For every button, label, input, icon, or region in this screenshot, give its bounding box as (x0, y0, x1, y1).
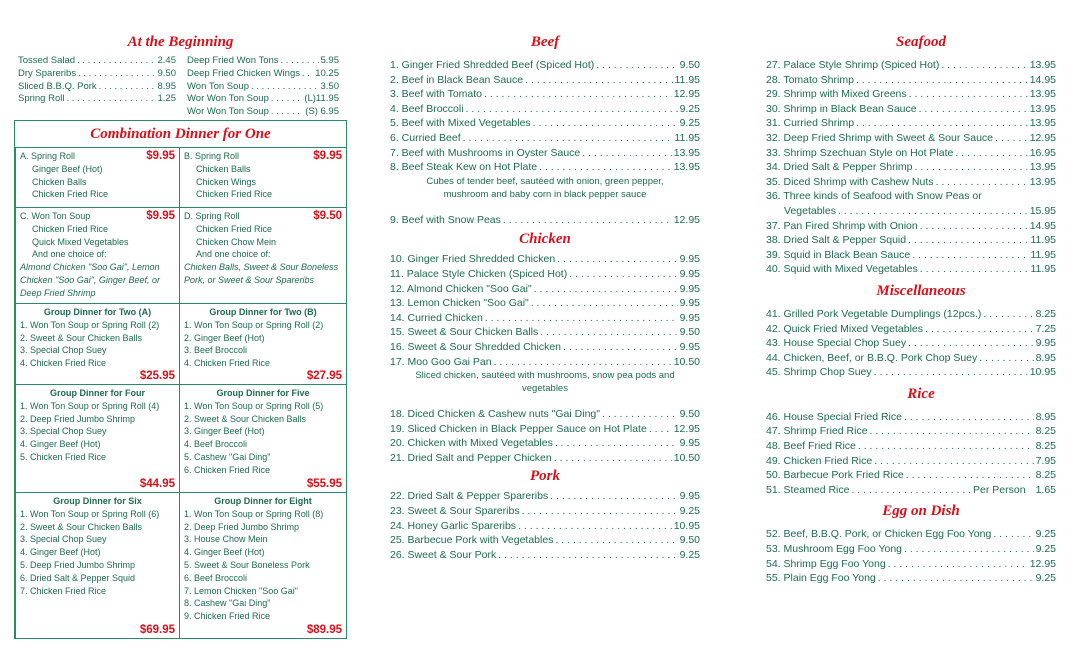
list-item: 6. Curried Beef . . . 11.95 (390, 131, 700, 146)
list-item: 11. Palace Style Chicken (Spiced Hot) . . . 9.95 (390, 267, 700, 282)
group-two-b (179, 303, 347, 385)
list-item: 5. Cashew "Gai Ding" (184, 451, 271, 462)
list-item: Quick Mixed Vegetables (32, 236, 129, 247)
combo-c (15, 207, 180, 304)
list-item: 2. Sweet & Sour Chicken Balls (184, 413, 307, 424)
group-eight (179, 492, 347, 639)
list-item: 2. Ginger Beef (Hot) (184, 332, 265, 343)
list-item: Chicken Wings (196, 176, 257, 187)
list-item: Chicken Fried Rice (196, 223, 273, 234)
list-item: 54. Shrimp Egg Foo Yong . . . 12.95 (766, 557, 1056, 572)
list-item: Chicken Balls (196, 163, 251, 174)
list-item: 34. Dried Salt & Pepper Shrimp . . . 13.95 (766, 160, 1056, 175)
list-item: 1. Ginger Fried Shredded Beef (Spiced Hot) . . . 9.50 (390, 58, 700, 73)
list-item: 46. House Special Fried Rice . . . 8.95 (766, 410, 1056, 425)
right-column (766, 33, 1056, 586)
pork-heading: Pork (530, 468, 560, 485)
list-item: 3. Special Chop Suey (20, 345, 107, 356)
combination-box (14, 120, 347, 639)
list-item: 37. Pan Fired Shrimp with Onion . . . 14.95 (766, 219, 1056, 234)
chicken-description: Sliced chicken, sautéed with mushrooms, snow pea pods and vegetables (415, 370, 675, 395)
list-item: 9. Chicken Fried Rice (184, 611, 271, 622)
list-item: 3. Beef Broccoli (184, 345, 248, 356)
list-item: 44. Chicken, Beef, or B.B.Q. Pork Chop Suey . . . 8.95 (766, 351, 1056, 366)
beef-heading: Beef (530, 34, 560, 50)
list-item: 15. Sweet & Sour Chicken Balls . . . 9.50 (390, 325, 700, 340)
list-item: 28. Tomato Shrimp . . . 14.95 (766, 73, 1056, 88)
group-price: $44.95 (139, 478, 175, 491)
list-item: Chicken Chow Mein (196, 236, 277, 247)
list-item: 4. Ginger Beef (Hot) (20, 439, 101, 450)
list-item: Tossed Salad . . . 2.45 (18, 55, 176, 68)
rice-heading: Rice (907, 385, 935, 402)
list-item: 9. Beef with Snow Peas . . . 12.95 (390, 213, 700, 228)
combo-d (179, 207, 347, 304)
list-item: 35. Diced Shrimp with Cashew Nuts . . . 13.95 (766, 175, 1056, 190)
combo-b (179, 147, 347, 208)
list-item: 55. Plain Egg Foo Yong . . . 9.25 (766, 571, 1056, 586)
beginning-heading: At the Beginning (127, 34, 234, 50)
list-item: Deep Fried Chicken Wings . . . 10.25 (187, 68, 339, 81)
list-item: 7. Beef with Mushrooms in Oyster Sauce . . . 13.95 (390, 146, 700, 161)
group-title: Group Dinner for Two (B) (209, 307, 317, 317)
combo-d-choice: Chicken Balls, Sweet & Sour Boneless Pork, or Sweet & Sour Spareribs (184, 262, 339, 285)
list-item: 1. Won Ton Soup or Spring Roll (6) (20, 508, 160, 519)
beef-description: Cubes of tender beef, sautéed with onion, green pepper, mushroom and baby corn in black pepper sauce (426, 175, 664, 200)
list-item: 1. Won Ton Soup or Spring Roll (2) (184, 319, 324, 330)
list-item: 4. Chicken Fried Rice (20, 358, 107, 369)
list-item: 3. Special Chop Suey (20, 426, 107, 437)
miscellaneous-heading: Miscellaneous (876, 282, 966, 299)
list-item: 41. Grilled Pork Vegetable Dumplings (12pcs.) . . . 8.25 (766, 307, 1056, 322)
list-item: 10. Ginger Fried Shredded Chicken . . . 9.95 (390, 252, 700, 267)
group-title: Group Dinner for Four (50, 388, 145, 398)
group-price: $27.95 (306, 370, 342, 383)
list-item: Chicken Fried Rice (32, 189, 109, 200)
list-item: Chicken Fried Rice (196, 189, 273, 200)
list-item: Vegetables . . . 15.95 (766, 204, 1056, 219)
combo-b-price: $9.95 (313, 150, 342, 162)
list-item: 47. Shrimp Fried Rice . . . 8.25 (766, 424, 1056, 439)
list-item: Wor Won Ton Soup . . . (L)11.95 (187, 93, 339, 106)
list-item: 49. Chicken Fried Rice . . . 7.95 (766, 454, 1056, 469)
list-item: 23. Sweet & Sour Spareribs . . . 9.25 (390, 504, 700, 519)
list-item: 4. Ginger Beef (Hot) (184, 547, 265, 558)
combo-c-choice: Almond Chicken "Soo Gai", Lemon Chicken "Soo Gai", Ginger Beef, or Deep Fried Shrimp (20, 262, 160, 298)
list-item: And one choice of: (196, 249, 271, 260)
list-item: 22. Dried Salt & Pepper Spareribs . . . 9.95 (390, 489, 700, 504)
list-item: 8. Beef Steak Kew on Hot Plate . . . 13.95 (390, 160, 700, 175)
list-item: 36. Three kinds of Seafood with Snow Peas or (766, 190, 982, 203)
combination-heading: Combination Dinner for One (90, 126, 271, 142)
list-item: Won Ton Soup . . . 3.50 (187, 81, 339, 94)
list-item: And one choice of: (32, 249, 107, 260)
list-item: 5. Chicken Fried Rice (20, 451, 107, 462)
combo-a (15, 147, 180, 208)
list-item: 27. Palace Style Shrimp (Spiced Hot) . . . 13.95 (766, 58, 1056, 73)
group-title: Group Dinner for Two (A) (43, 307, 152, 317)
list-item: Chicken Fried Rice (32, 223, 109, 234)
list-item: 3. Beef with Tomato . . . 12.95 (390, 87, 700, 102)
list-item: Spring Roll . . . 1.25 (18, 93, 176, 106)
list-item: 26. Sweet & Sour Pork . . . 9.25 (390, 548, 700, 563)
list-item: 20. Chicken with Mixed Vegetables . . . 9.95 (390, 436, 700, 451)
list-item: 33. Shrimp Szechuan Style on Hot Plate . . . 16.95 (766, 146, 1056, 161)
list-item: 5. Sweet & Sour Boneless Pork (184, 559, 310, 570)
group-four (15, 384, 180, 493)
list-item: 2. Deep Fried Jumbo Shrimp (184, 521, 300, 532)
list-item: 5. Deep Fried Jumbo Shrimp (20, 559, 136, 570)
list-item: 7. Lemon Chicken "Soo Gai" (184, 585, 298, 596)
list-item: 4. Beef Broccoli (184, 439, 248, 450)
list-item: 12. Almond Chicken "Soo Gai" . . . 9.95 (390, 282, 700, 297)
list-item: 4. Chicken Fried Rice (184, 358, 271, 369)
list-item: 51. Steamed Rice . . . Per Person 1.65 (766, 483, 1056, 498)
list-item: 2. Sweet & Sour Chicken Balls (20, 521, 143, 532)
list-item: 3. House Chow Mein (184, 534, 268, 545)
combo-a-price: $9.95 (146, 150, 175, 162)
list-item: 1. Won Ton Soup or Spring Roll (4) (20, 400, 160, 411)
group-title: Group Dinner for Five (216, 388, 310, 398)
group-title: Group Dinner for Eight (214, 496, 312, 506)
list-item: Dry Spareribs . . . 9.50 (18, 68, 176, 81)
group-price: $55.95 (306, 478, 342, 491)
list-item: 3. Ginger Beef (Hot) (184, 426, 265, 437)
combo-c-price: $9.95 (146, 210, 175, 222)
list-item: Chicken Balls (32, 176, 87, 187)
list-item: 1. Won Ton Soup or Spring Roll (8) (184, 508, 324, 519)
chicken-heading: Chicken (519, 231, 571, 248)
list-item: 6. Chicken Fried Rice (184, 464, 271, 475)
list-item: 45. Shrimp Chop Suey . . . 10.95 (766, 365, 1056, 380)
list-item: 5. Beef with Mixed Vegetables . . . 9.25 (390, 116, 700, 131)
list-item: 40. Squid with Mixed Vegetables . . . 11.95 (766, 262, 1056, 277)
list-item: 25. Barbecue Pork with Vegetables . . . 9.50 (390, 533, 700, 548)
list-item: Sliced B.B.Q. Pork . . . 8.95 (18, 81, 176, 94)
list-item: 13. Lemon Chicken "Soo Gai" . . . 9.95 (390, 296, 700, 311)
list-item: 53. Mushroom Egg Foo Yong . . . 9.25 (766, 542, 1056, 557)
list-item: 6. Dried Salt & Pepper Squid (20, 572, 136, 583)
group-price: $25.95 (139, 370, 175, 383)
list-item: 19. Sliced Chicken in Black Pepper Sauce on Hot Plate . . . 12.95 (390, 422, 700, 437)
list-item: 14. Curried Chicken . . . 9.95 (390, 311, 700, 326)
list-item: 2. Beef in Black Bean Sauce . . . 11.95 (390, 73, 700, 88)
list-item: 30. Shrimp in Black Bean Sauce . . . 13.95 (766, 102, 1056, 117)
list-item: 2. Sweet & Sour Chicken Balls (20, 332, 143, 343)
seafood-heading: Seafood (896, 34, 946, 50)
beginning-left-list (18, 55, 176, 106)
list-item: 42. Quick Fried Mixed Vegetables . . . 7.25 (766, 322, 1056, 337)
list-item: 18. Diced Chicken & Cashew nuts "Gai Ding" . . . 9.50 (390, 407, 700, 422)
list-item: 43. House Special Chop Suey . . . 9.95 (766, 336, 1056, 351)
list-item: Deep Fried Won Tons . . . 5.95 (187, 55, 339, 68)
combo-d-price: $9.50 (313, 210, 342, 222)
list-item: 24. Honey Garlic Spareribs . . . 10.95 (390, 519, 700, 534)
group-price: $89.95 (306, 624, 342, 637)
list-item: 8. Cashew "Gai Ding" (184, 598, 271, 609)
group-six (15, 492, 180, 639)
list-item: 4. Ginger Beef (Hot) (20, 547, 101, 558)
list-item: 2. Deep Fried Jumbo Shrimp (20, 413, 136, 424)
list-item: 1. Won Ton Soup or Spring Roll (2) (20, 319, 160, 330)
list-item: 17. Moo Goo Gai Pan . . . 10.50 (390, 355, 700, 370)
group-two-a (15, 303, 180, 385)
list-item: 29. Shrimp with Mixed Greens . . . 13.95 (766, 87, 1056, 102)
group-title: Group Dinner for Six (53, 496, 142, 506)
list-item: 6. Beef Broccoli (184, 572, 248, 583)
list-item: 31. Curried Shrimp . . . 13.95 (766, 116, 1056, 131)
combo-a-label: A. Spring Roll (20, 151, 76, 161)
egg-on-dish-heading: Egg on Dish (882, 503, 960, 520)
combo-d-label: D. Spring Roll (184, 211, 240, 221)
list-item: 50. Barbecue Pork Fried Rice . . . 8.25 (766, 468, 1056, 483)
combo-b-label: B. Spring Roll (184, 151, 240, 161)
list-item: 1. Won Ton Soup or Spring Roll (5) (184, 400, 324, 411)
list-item: 3. Special Chop Suey (20, 534, 107, 545)
list-item: 7. Chicken Fried Rice (20, 585, 107, 596)
list-item: 38. Dried Salt & Pepper Squid . . . 11.95 (766, 233, 1056, 248)
list-item: 39. Squid in Black Bean Sauce . . . 11.95 (766, 248, 1056, 263)
group-price: $69.95 (139, 624, 175, 637)
list-item: 32. Deep Fried Shrimp with Sweet & Sour Sauce . . . 12.95 (766, 131, 1056, 146)
group-five (179, 384, 347, 493)
list-item: 48. Beef Fried Rice . . . 8.25 (766, 439, 1056, 454)
list-item: 4. Beef Broccoli . . . 9.25 (390, 102, 700, 117)
combo-c-label: C. Won Ton Soup (20, 211, 91, 221)
list-item: Wor Won Ton Soup . . . (S) 6.95 (187, 106, 339, 119)
list-item: 21. Dried Salt and Pepper Chicken . . . 10.50 (390, 451, 700, 466)
list-item: 52. Beef, B.B.Q. Pork, or Chicken Egg Foo Yong . . . 9.25 (766, 527, 1056, 542)
beginning-right-list (187, 55, 339, 119)
middle-column (390, 33, 700, 562)
list-item: 16. Sweet & Sour Shredded Chicken . . . 9.95 (390, 340, 700, 355)
list-item: Ginger Beef (Hot) (32, 163, 103, 174)
